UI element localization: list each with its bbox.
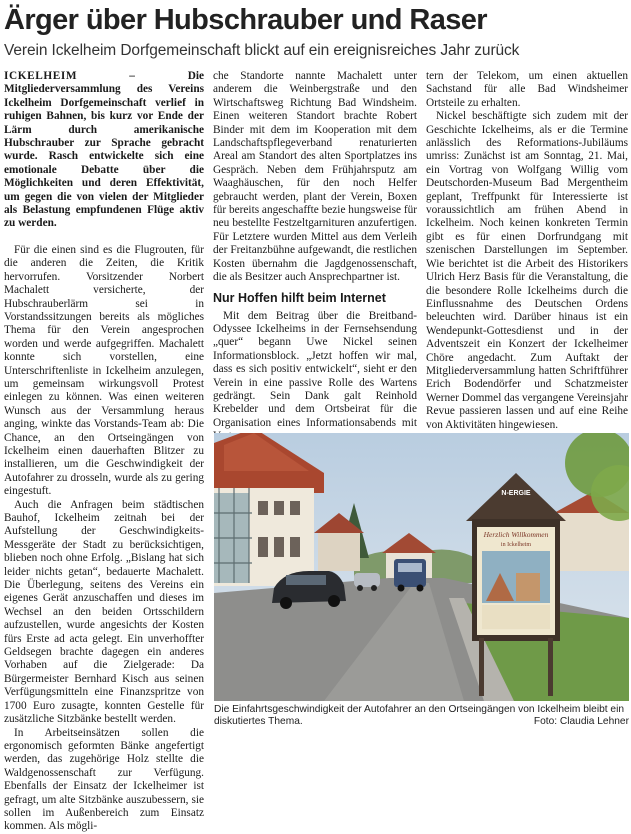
body-paragraph: che Standorte nannte Machalett unter anderem die Weinbergstraße und den Wirtschaftsweg Richtung Bad Windsheim. Einen weiteren Standort brachte Robert Binder mit dem im Kooperation mit dem Landschaftspflegeverband renaturierten Areal am Standort des alten Sportplatzes ins Gespräch. Neben dem Frühjahrsputz am Waaghäuschen, für den noch Helfer gebraucht werden, plant der Verein, Boxen für bereits angeschaffte bezie hungsweise für neu bestellte Festzeltgarnituren anzufertigen. Für Letztere wurden Mittel aus dem Verleih der Freitanzbühne aufgewandt, die restlichen Kosten übernahm die Jagdgenossenschaft, die als Besitzer auch Ansprechpartner ist. [213, 70, 417, 284]
body-paragraph: In Arbeitseinsätzen sollen die ergonomisch geformten Bänke angefertigt werden, das zugehörige Holz stellte die Waldgenossenschaft zur Verfügung. Ebenfalls der Einsatz der Ickelheimer ist gefragt, um alte Sitzbänke auszubessern, sie sollen im Außenbereich zum Einsatz kommen. Als mögli- [4, 726, 204, 833]
van-blue [394, 559, 426, 592]
sign-greeting: Herzlich Willkommen [483, 530, 549, 539]
caption-text: Die Einfahrtsgeschwindigkeit der Autofahrer an den Ortseingängen von Ickelheim bleibt ein diskutiertes Thema. [214, 704, 625, 728]
article-headline: Ärger über Hubschrauber und Raser [4, 4, 487, 36]
body-paragraph: tern der Telekom, um einen aktuellen Sachstand für alle Bad Windsheimer Ortsteile zu erhalten. [426, 70, 628, 109]
article-photo [214, 433, 629, 701]
body-paragraph: Für die einen sind es die Flugrouten, für die anderen die Zeiten, die Kritik hervorrufen. Vorsitzender Norbert Machalett versicherte, der Hubschrauberlärm sei in Vorstandssitzungen bereits als mögliches Thema für den Verein angesprochen worden und werde aufgegriffen. Machalett konnte sich vorstellen, eine Unterschriftenliste in Ickelheim anzulegen, um gemeinsam wirkungsvoll Protest einlegen zu können. Was einen weiteren Wunsch aus der Versammlung heraus anging, winkte das Vorstands-Team ab: Die Chance, an den Ortseingängen von Ickelheim einen dauerhaften Blitzer zu installieren, um die Geschwindigkeit der Autofahrer zu drosseln, wurde als zu gering eingestuft. [4, 243, 204, 498]
article-column-2 [213, 70, 417, 444]
body-paragraph: Auch die Anfragen beim städtischen Bauhof, Ickelheim zeitnah bei der Aufstellung der Geschwindigkeits-Messgeräte der Stadt zu berücksichtigen, blieben noch ohne Erfolg. „Bislang hat sich leider nichts getan“, bedauerte Machalett. Die Überlegung, seitens des Vereins ein eigenes Gerät anzuschaffen und dieses im Wechsel an den beiden Ortsschildern aufzustellen, wurde angesichts der Kosten fürs Erste ad acta gelegt. Ein unverhoffter Geldsegen brachte dagegen ein anderes Vorhaben auf die Zielgerade: Da Bürgermeister Bernhard Kisch aus seinen Verfügungsmitteln eine Finanzspritze von 1700 Euro zusagte, konnten Gestelle für zusätzliche Sitzbänke bestellt werden. [4, 498, 204, 726]
village-entrance-scene [214, 433, 629, 701]
lead-paragraph [4, 70, 204, 231]
article-subheadline: Verein Ickelheim Dorfgemeinschaft blickt auf ein ereignisreiches Jahr zurück [4, 42, 520, 59]
photo-caption [214, 704, 629, 729]
crosshead: Nur Hoffen hilft beim Internet [213, 290, 386, 305]
dateline: ICKELHEIM – [4, 70, 188, 82]
sign-place: in Ickelheim [500, 542, 532, 548]
sign-brand: N-ERGIE [501, 490, 531, 497]
body-paragraph: Mit dem Beitrag über die Breitband-Odyssee Ickelheims in der Fernsehsendung „quer“ begann Uwe Nickel seinen Informationsblock. „Jetzt hoffen wir mal, dass es sich positiv entwickelt“, sieht er den Verein in eine passive Rolle des Wartens gedrängt. Sein Dank galt Reinhold Krebelder und dem Ortsbeirat für die Organisation eines Informationsabends mit [213, 309, 417, 429]
photo-credit: Foto: Claudia Lehner [533, 716, 629, 728]
lead-text: Die Mitgliederversammlung des Vereins Ickelheim Dorfgemeinschaft verlief in ruhigen Bahnen, bis kurz vor Ende der Lärm durch amerikanische Hubschrauber zur Sprache gebracht wurde. Rasch entwickelte sich eine emotionale Debatte über die Möglichkeiten und deren Effektivität, um gegen die von vielen der Mitglieder als Belastung empfundenen Flüge aktiv zu werden. [4, 70, 204, 230]
article-column-3 [426, 70, 628, 445]
body-paragraph: Nickel beschäftigte sich zudem mit der Geschichte Ickelheims, als er die Termine anlässlich des Reformations-Jubiläums umriss: Zunächst ist am Sonntag, 21. Mai, ein Vortrag von Wolfgang Willig vom Deutschorden-Museum Bad Mergentheim geplant, Treffpunkt für Interessierte ist voraussichtlich am frühen Abend in Ickelheim. Noch keinen konkreten Termin gibt es für einen Dorfrundgang mit szenischen Darstellungen im September. Wie berichtet ist die Arbeit des Historikers Ulrich Herz Basis für die Veranstaltung, die die besondere Rolle Ickelheims durch die Einflussnahme des Deutschen Ordens beleuchten wird. Darüber hinaus ist ein Wendepunkt-Gottesdienst und in der Adventszeit ein Konzert der Ickelheimer Chöre angedacht. Zum Auftakt der Mitgliederversammlung hatten Schriftführer Erich Bodendörfer und Schatzmeister Werner Dommel das vergangene Vereinsjahr Revue passieren lassen und auf eine Reihe von Aktivitäten hingewiesen. [426, 110, 628, 431]
article-column-1 [4, 70, 204, 834]
